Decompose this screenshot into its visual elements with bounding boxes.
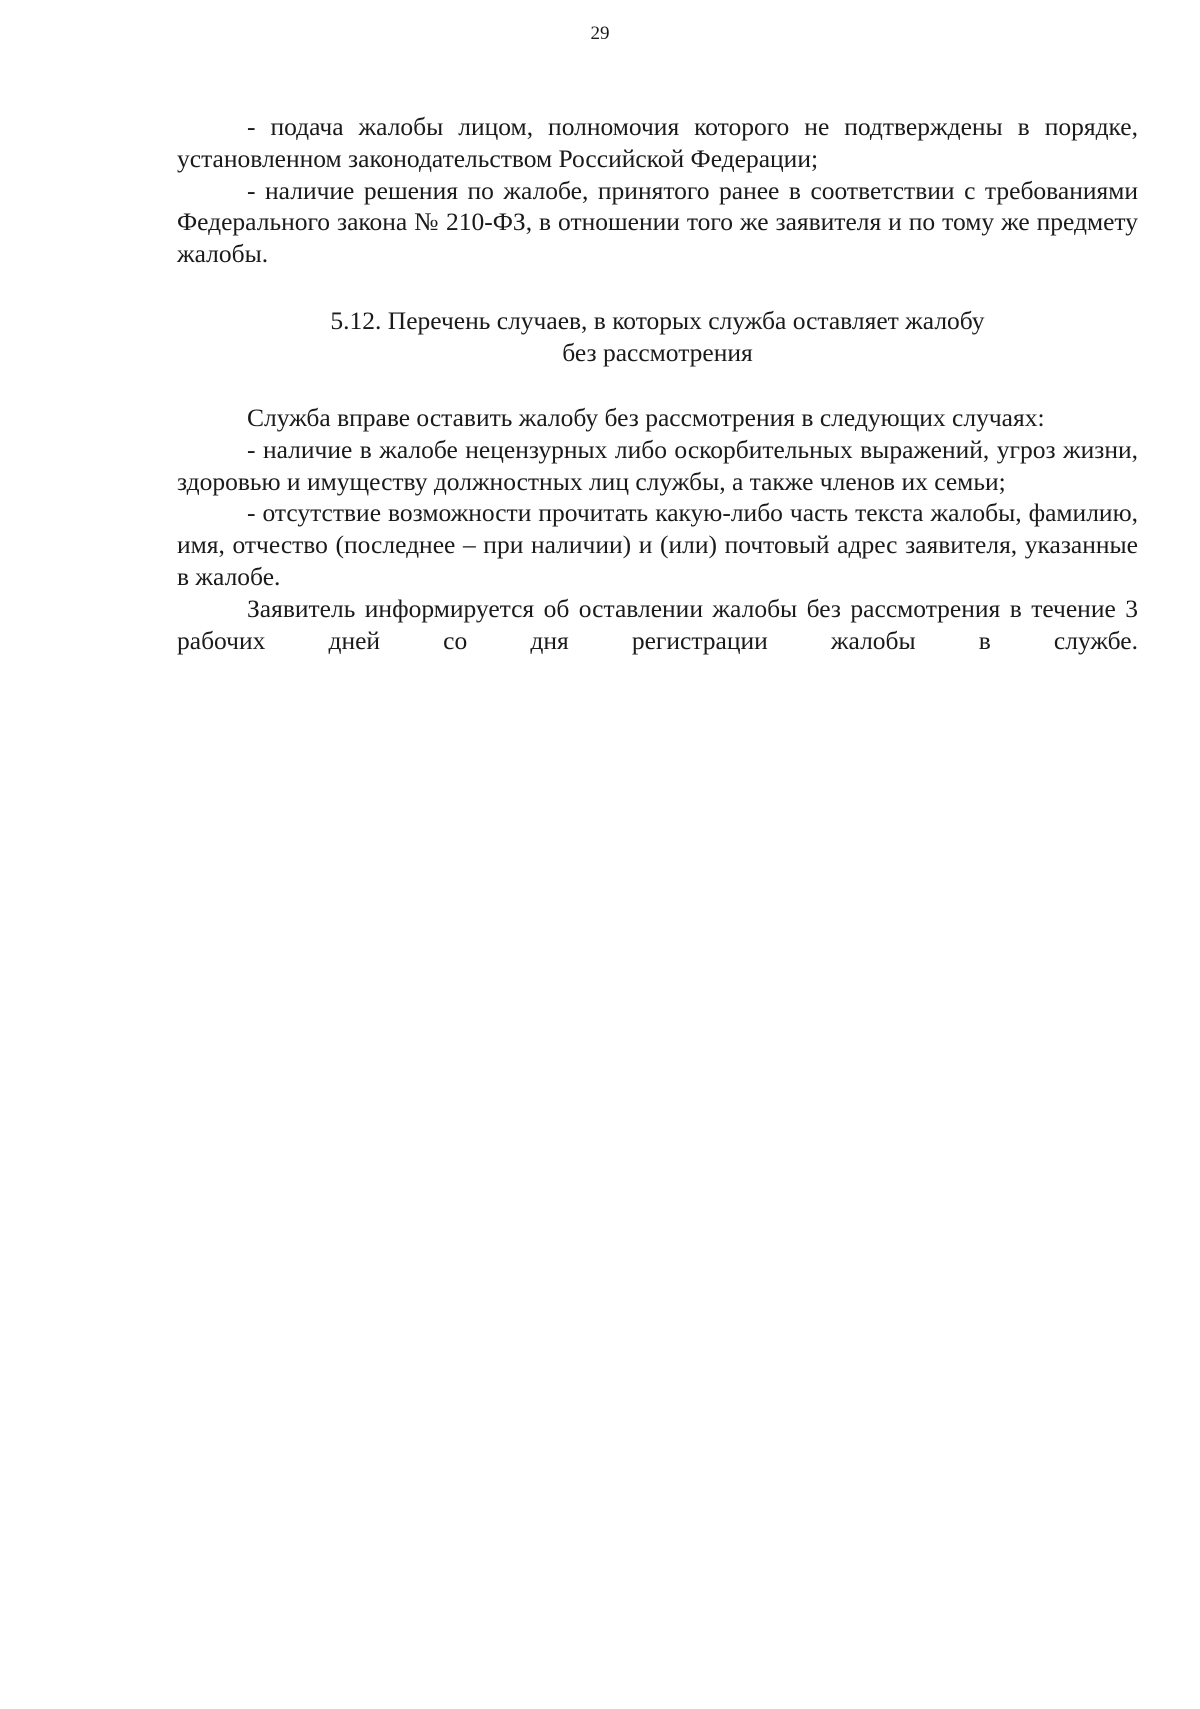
section-heading	[177, 305, 1138, 369]
paragraph-authority-not-confirmed: - подача жалобы лицом, полномочия которого не подтверждены в порядке, установленном законодательством Российской Федерации;	[177, 112, 1138, 173]
paragraph-applicant-informed: Заявитель информируется об оставлении жалобы без рассмотрения в течение 3 рабочих дней со дня регистрации жалобы в службе.	[177, 593, 1138, 655]
paragraph-unreadable-text: - отсутствие возможности прочитать какую-либо часть текста жалобы, фамилию, имя, отчество (последнее – при наличии) и (или) почтовый адрес заявителя, указанные в жалобе.	[177, 498, 1138, 591]
text-block-complaint-grounds	[177, 111, 1138, 270]
paragraph-service-may-leave: Служба вправе оставить жалобу без рассмотрения в следующих случаях:	[247, 403, 1045, 432]
section-heading-line-2: без рассмотрения	[562, 338, 753, 367]
paragraph-obscene-expressions: - наличие в жалобе нецензурных либо оскорбительных выражений, угроз жизни, здоровью и имуществу должностных лиц службы, а также членов их семьи;	[177, 434, 1138, 496]
paragraph-prior-decision: - наличие решения по жалобе, принятого ранее в соответствии с требованиями Федерального закона № 210-ФЗ, в отношении того же заявителя и по тому же предмету жалобы.	[177, 175, 1138, 269]
section-heading-line-1: 5.12. Перечень случаев, в которых служба оставляет жалобу	[330, 306, 985, 335]
page-number: 29	[590, 23, 610, 44]
text-block-without-review	[177, 402, 1138, 656]
